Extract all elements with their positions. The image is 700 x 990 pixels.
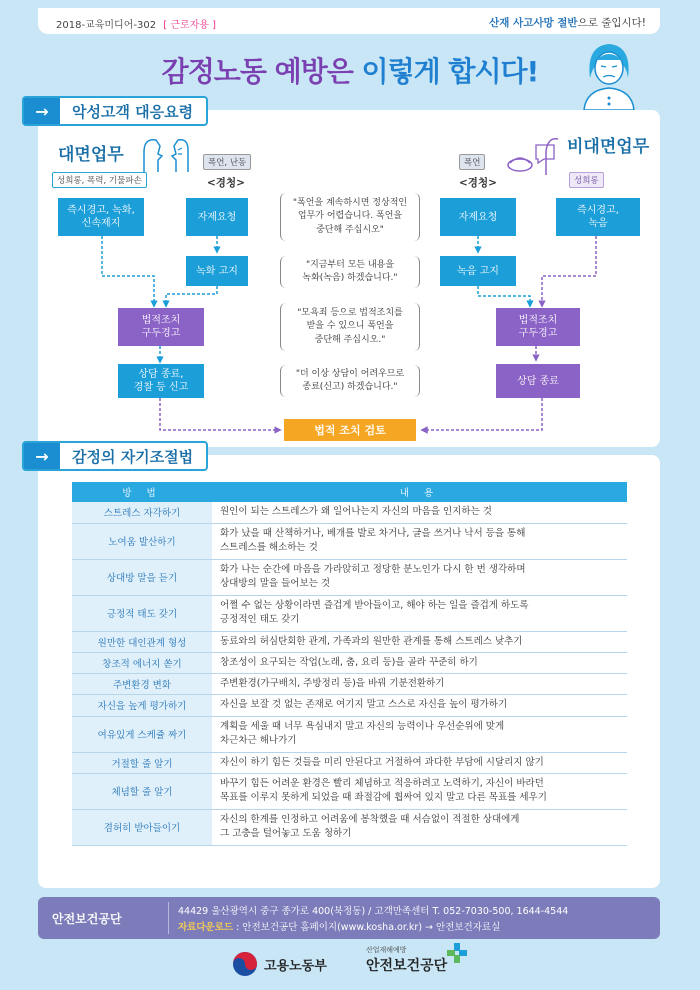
kosha-name: 안전보건공단 <box>366 958 448 974</box>
title-part1: 감정노동 예방은 <box>161 55 362 88</box>
box-end-consult-right: 상담 종료 <box>496 364 580 398</box>
face-to-face-type-tag: 폭언, 난동 <box>203 154 251 170</box>
ministry-logo <box>232 951 327 977</box>
method-cell: 주변환경 변화 <box>72 674 212 695</box>
box-recording-notice: 녹화 고지 <box>186 256 248 286</box>
content-cell: 화가 나는 순간에 마음을 가라앉히고 정당한 분노인가 다시 한 번 생각하며 상대방의 말을 들어보는 것 <box>212 559 627 595</box>
table-row <box>72 559 627 595</box>
method-cell: 노여움 발산하기 <box>72 523 212 559</box>
method-cell: 거절할 줄 알기 <box>72 752 212 773</box>
self-control-table <box>72 482 627 846</box>
doc-code-text: 2018-교육미디어-302 <box>56 20 157 31</box>
section1-title: 악성고객 대응요령 <box>72 102 194 121</box>
method-cell: 긍정적 태도 갖기 <box>72 595 212 631</box>
arrow-right-icon: → <box>24 443 60 469</box>
content-cell: 원인이 되는 스트레스가 왜 일어나는지 자신의 마음을 인지하는 것 <box>212 502 627 523</box>
content-cell: 자신이 하기 힘든 것들을 미리 안된다고 거절하여 과다한 부담에 시달리지 않기 <box>212 752 627 773</box>
face-to-face-listen: <경청> <box>207 177 245 189</box>
quote-legal: "모욕죄 등으로 법적조치를 받을 수 있으니 폭언을 중단해 주십시오." <box>280 303 420 351</box>
box-recording-notice-right: 녹음 고지 <box>440 256 516 286</box>
kosha-subtitle: 산업재해예방 <box>366 946 407 954</box>
content-cell: 동료와의 허심탄회한 관계, 가족과의 원만한 관계를 통해 스트레스 낮추기 <box>212 631 627 652</box>
table-row <box>72 652 627 673</box>
table-row <box>72 716 627 752</box>
method-cell: 겸허히 받아들이기 <box>72 809 212 845</box>
taegeuk-icon <box>232 951 258 977</box>
col-method: 방 법 <box>72 482 212 502</box>
box-restraint-request-right: 자제요청 <box>440 198 516 236</box>
method-cell: 체념할 줄 알기 <box>72 773 212 809</box>
slogan-highlight: 산재 사고사망 절반 <box>489 17 578 29</box>
table-row <box>72 502 627 523</box>
table-row <box>72 595 627 631</box>
table-row <box>72 809 627 845</box>
footer-download <box>178 919 500 933</box>
title-part2: 이렇게 합시다! <box>361 55 539 88</box>
download-link-text[interactable]: : 안전보건공단 홈페이지(www.kosha.or.kr) → 안전보건자료실 <box>233 922 501 933</box>
non-face-to-face-title: 비대면업무 <box>567 137 650 157</box>
section2-title: 감정의 자기조절법 <box>72 447 194 466</box>
col-content: 내 용 <box>212 482 627 502</box>
slogan-rest: 으로 줄입시다! <box>577 17 646 29</box>
method-cell: 스트레스 자각하기 <box>72 502 212 523</box>
table-row <box>72 631 627 652</box>
table-row <box>72 523 627 559</box>
face-to-face-title: 대면업무 <box>58 145 124 165</box>
method-cell: 자신을 높게 평가하기 <box>72 695 212 716</box>
content-cell: 바꾸기 힘든 어려운 환경은 빨리 체념하고 적응하려고 노력하기, 자신이 바라던 목표를 이루지 못하게 되었을 때 좌절감에 휩싸여 있지 말고 다른 목표를 세우기 <box>212 773 627 809</box>
content-cell: 주변환경(가구배치, 주방정리 등)을 바꿔 기분전환하기 <box>212 674 627 695</box>
box-legal-warning: 법적조치 구두경고 <box>118 308 204 346</box>
non-face-to-face-type-tag: 폭언 <box>459 154 485 170</box>
method-cell: 창조적 에너지 쏟기 <box>72 652 212 673</box>
ministry-name: 고용노동부 <box>264 958 327 974</box>
section2-label <box>22 441 208 471</box>
content-cell: 자신의 한계를 인정하고 어려움에 봉착했을 때 서슴없이 적절한 상대에게 그 고충을 털어놓고 도움 청하기 <box>212 809 627 845</box>
quote-termination: "더 이상 상담이 어려우므로 종료(신고) 하겠습니다." <box>280 365 420 397</box>
quote-stop-abuse: "폭언을 계속하시면 정상적인 업무가 어렵습니다. 폭언을 중단해 주십시오" <box>280 193 420 241</box>
table-header-row <box>72 482 627 502</box>
arrow-right-icon: → <box>24 98 60 124</box>
face-to-face-tag: 성희롱, 폭력, 기물파손 <box>52 172 147 188</box>
table-row <box>72 773 627 809</box>
content-cell: 어쩔 수 없는 상황이라면 즐겁게 받아들이고, 해야 하는 일을 즐겁게 하도록 긍정적인 태도 갖기 <box>212 595 627 631</box>
audience-tag: [ 근로자용 ] <box>163 20 217 31</box>
non-face-to-face-listen: <경청> <box>459 177 497 189</box>
footer-address: 44429 울산광역시 중구 종가로 400(북정동) / 고객만족센터 T. 052-7030-500, 1644-4544 <box>178 906 569 917</box>
download-key: 자료다운로드 <box>178 922 234 933</box>
non-face-to-face-tag: 성희롱 <box>569 172 604 188</box>
box-legal-warning-right: 법적조치 구두경고 <box>496 308 580 346</box>
quote-recording: "지금부터 모든 내용을 녹화(녹음) 하겠습니다." <box>280 256 420 288</box>
box-immediate-warning: 즉시경고, 녹화, 신속제지 <box>58 198 144 236</box>
kosha-cross-icon <box>446 942 468 964</box>
box-restraint-request: 자제요청 <box>186 198 248 236</box>
footer-org: 안전보건공단 <box>52 912 122 926</box>
method-cell: 여유있게 스케쥴 짜기 <box>72 716 212 752</box>
content-cell: 창조성이 요구되는 작업(노래, 춤, 요리 등)을 골라 꾸준히 하기 <box>212 652 627 673</box>
content-cell: 화가 났을 때 산책하거나, 베개를 발로 차거나, 글을 쓰거나 낙서 등을 통해 스트레스를 해소하는 것 <box>212 523 627 559</box>
footer-divider <box>168 902 169 934</box>
kosha-logo <box>366 945 447 975</box>
table-row <box>72 674 627 695</box>
footer-bar <box>38 897 660 939</box>
method-cell: 상대방 말을 듣기 <box>72 559 212 595</box>
box-legal-review: 법적 조치 검토 <box>284 419 416 441</box>
method-cell: 원만한 대인관계 형성 <box>72 631 212 652</box>
table-row <box>72 752 627 773</box>
content-cell: 계획을 세울 때 너무 욕심내지 말고 자신의 능력이나 우선순위에 맞게 차근차근 해나가기 <box>212 716 627 752</box>
box-immediate-warning-right: 즉시경고, 녹음 <box>556 198 640 236</box>
table-row <box>72 695 627 716</box>
content-cell: 자신을 보잘 것 없는 존재로 여기지 말고 스스로 자신을 높이 평가하기 <box>212 695 627 716</box>
box-end-report: 상담 종료, 경찰 등 신고 <box>118 364 204 398</box>
